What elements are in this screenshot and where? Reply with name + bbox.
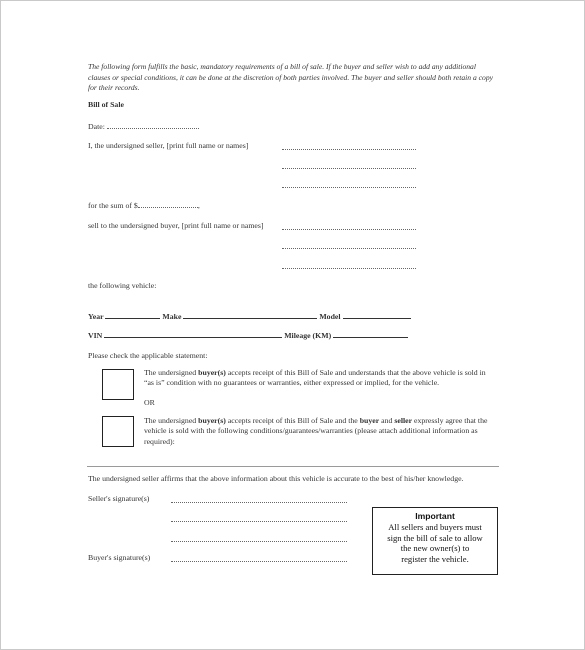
- seller-name-line-1[interactable]: [282, 149, 416, 150]
- sum-row: [88, 200, 200, 210]
- important-title: Important: [415, 511, 455, 521]
- important-line-3: the new owner(s) to: [400, 543, 470, 554]
- seller-signature-line-1[interactable]: [171, 502, 347, 503]
- vin-label: VIN: [88, 331, 103, 340]
- vehicle-label: the following vehicle:: [88, 281, 157, 290]
- mileage-field[interactable]: [333, 330, 408, 338]
- seller-signature-line-2[interactable]: [171, 521, 347, 522]
- date-row: [88, 121, 199, 131]
- buyer-signature-line[interactable]: [171, 561, 347, 562]
- intro-paragraph: The following form fulfills the basic, mandatory requirements of a bill of sale. If the buyer and seller wish to add any additional clauses or special conditions, it can be done at the discretion of both parties involved. The buyer and seller should both retain a copy for their records.: [88, 62, 494, 92]
- important-notice-box: [372, 507, 498, 575]
- important-line-4: register the vehicle.: [401, 554, 469, 565]
- sum-comma: ,: [197, 201, 200, 210]
- vin-field[interactable]: [104, 330, 282, 338]
- vehicle-row-2: [88, 330, 408, 340]
- model-field[interactable]: [343, 311, 411, 319]
- sum-label: for the sum of $: [88, 201, 138, 210]
- important-line-2: sign the bill of sale to allow: [387, 532, 483, 543]
- seller-signature-label: Seller's signature(s): [88, 494, 150, 503]
- date-label: Date:: [88, 122, 105, 131]
- buyer-label: sell to the undersigned buyer, [print full name or names]: [88, 221, 264, 230]
- mileage-label: Mileage (KM): [284, 331, 332, 340]
- make-field[interactable]: [183, 311, 317, 319]
- vehicle-row-1: [88, 311, 411, 321]
- seller-label: I, the undersigned seller, [print full name or names]: [88, 141, 249, 150]
- form-heading: Bill of Sale: [88, 100, 124, 109]
- sum-field[interactable]: [138, 200, 198, 208]
- important-line-1: All sellers and buyers must: [388, 521, 482, 532]
- seller-signature-line-3[interactable]: [171, 541, 347, 542]
- buyer-name-line-1[interactable]: [282, 229, 416, 230]
- buyer-name-line-2[interactable]: [282, 248, 416, 249]
- model-label: Model: [319, 312, 341, 321]
- or-label: OR: [144, 398, 155, 407]
- seller-name-line-3[interactable]: [282, 187, 416, 188]
- year-label: Year: [88, 312, 104, 321]
- make-label: Make: [162, 312, 182, 321]
- section-divider: [87, 466, 499, 467]
- date-field[interactable]: [107, 121, 199, 129]
- conditions-checkbox[interactable]: [102, 416, 134, 447]
- as-is-checkbox[interactable]: [102, 369, 134, 400]
- conditions-statement: The undersigned buyer(s) accepts receipt of this Bill of Sale and the buyer and seller expressly agree that the vehicle is sold with the following conditions/guarantees/warranties (please attach additional information as required):: [144, 416, 488, 446]
- seller-name-line-2[interactable]: [282, 168, 416, 169]
- as-is-statement: The undersigned buyer(s) accepts receipt of this Bill of Sale and understands that the above vehicle is sold in “as is” condition with no guarantees or warranties, either expressed or implied, for the vehicle.: [144, 368, 486, 388]
- buyer-name-line-3[interactable]: [282, 268, 416, 269]
- check-label: Please check the applicable statement:: [88, 351, 208, 360]
- affirm-statement: The undersigned seller affirms that the above information about this vehicle is accurate to the best of his/her knowledge.: [88, 474, 464, 483]
- buyer-signature-label: Buyer's signature(s): [88, 553, 151, 562]
- year-field[interactable]: [105, 311, 160, 319]
